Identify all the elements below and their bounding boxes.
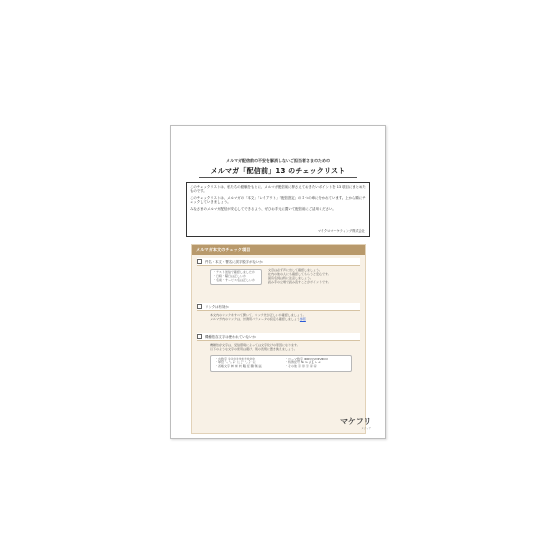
dependent-chars-left: [215, 358, 262, 369]
intro-paragraph-1: このチェックリストは、私たちの経験をもとに、メルマガ配信前に押さえておきたいポイントを 13 項目にまとめたものです。: [190, 185, 366, 194]
brand-logo-text: マケフリ: [340, 417, 371, 426]
check-item-label: 機種依存文字は使われていないか: [205, 335, 256, 339]
intro-paragraph-2: このチェックリストは、メルマガの「本文」「レイアウト」「配信設定」の３つの章に分かれています。上から順にチェックしていきましょう。: [190, 196, 366, 205]
hint-line: ・名前・サービス名は正しいか: [213, 277, 256, 282]
section-title: メルマガ本文のチェック項目: [192, 245, 365, 255]
char-line: ・ローマ数字 ⅠⅡⅢⅣⅤⅥⅦⅧⅨⅩ: [285, 356, 329, 361]
item-1-notes: [268, 269, 331, 285]
char-line: ・丸数字 ①②③④⑤⑥⑦⑧⑨⑩: [215, 356, 255, 361]
checklist-panel: [191, 244, 366, 434]
check-item-label: 件名・本文・署名に誤字脱字がないか: [205, 260, 263, 264]
hint-line: ・テスト送信で確認しましたか: [213, 270, 255, 274]
check-item-label: リンクは有効か: [205, 305, 229, 309]
note-line: [210, 318, 306, 322]
char-line: ・単位 ㍉ ㌔ ㌢ ㍍ ㌘ ㌧ ㌃ ㌶: [215, 360, 256, 365]
hint-line: ・日時・曜日は正しいか: [213, 273, 247, 278]
note-line: 固有名詞は特に注意しましょう。: [268, 275, 314, 280]
checkbox[interactable]: [197, 304, 202, 309]
char-line: ・その他 ㊤ ㊥ ㊦ ㊧ ㊨: [285, 364, 317, 369]
item-3-notes: [210, 344, 300, 352]
hint-list-box: [210, 269, 262, 285]
note-line: 社内の他の人にも確認してもらうと安心です。: [268, 271, 331, 276]
note-text: メルマガ内のリンクは、計測用パラメータの設定も確認しましょう: [210, 316, 300, 321]
char-line: ・特殊記号 № ℡ ∮ ∑ ∟ ⊿: [285, 360, 321, 365]
dependent-chars-box: [210, 355, 352, 372]
check-item-1: [197, 258, 360, 266]
brand-logo: [340, 416, 371, 430]
intro-credit: マイクロマーケティング株式会社: [317, 229, 365, 233]
note-line: 本文内のリンクをすべて開いて、リンク先が正しいか確認しましょう。: [210, 313, 306, 317]
checkbox[interactable]: [197, 259, 202, 264]
item-2-notes: [210, 314, 306, 322]
title-underline: [199, 177, 357, 178]
dependent-chars-right: [285, 358, 328, 369]
doc-title: メルマガ「配信前」13 のチェックリスト: [210, 167, 346, 175]
checkbox[interactable]: [197, 334, 202, 339]
brand-logo-sub: メディア: [361, 427, 371, 430]
note-line: 読み手の立場で読み直すことがポイントです。: [268, 279, 331, 284]
note-line: 機種依存文字は、受信環境によっては文字化けの原因になります。: [210, 343, 300, 347]
note-line: 文章は必ず声に出して確認しましょう。: [268, 268, 323, 272]
document-page: [170, 125, 386, 439]
doc-eyebrow: メルマガ配信前の不安を解消しないご担当者さまのための: [226, 158, 330, 163]
reference-link[interactable]: 参照: [299, 316, 306, 321]
char-line: ・省略文字 ㈱ ㈲ ㈹ ㍾ ㍽ ㍼ ㍻ ㏍: [215, 364, 262, 369]
note-line: 以下のような文字の使用は避け、別の表現に置き換えましょう。: [210, 346, 297, 351]
intro-paragraph-3: みなさまのメルマガ配信が安心してできるよう、ぜひお手元に置いて配信前にご活用ください。: [190, 207, 336, 212]
check-item-2: [197, 303, 360, 311]
intro-box: [186, 182, 370, 237]
check-item-3: [197, 333, 360, 341]
